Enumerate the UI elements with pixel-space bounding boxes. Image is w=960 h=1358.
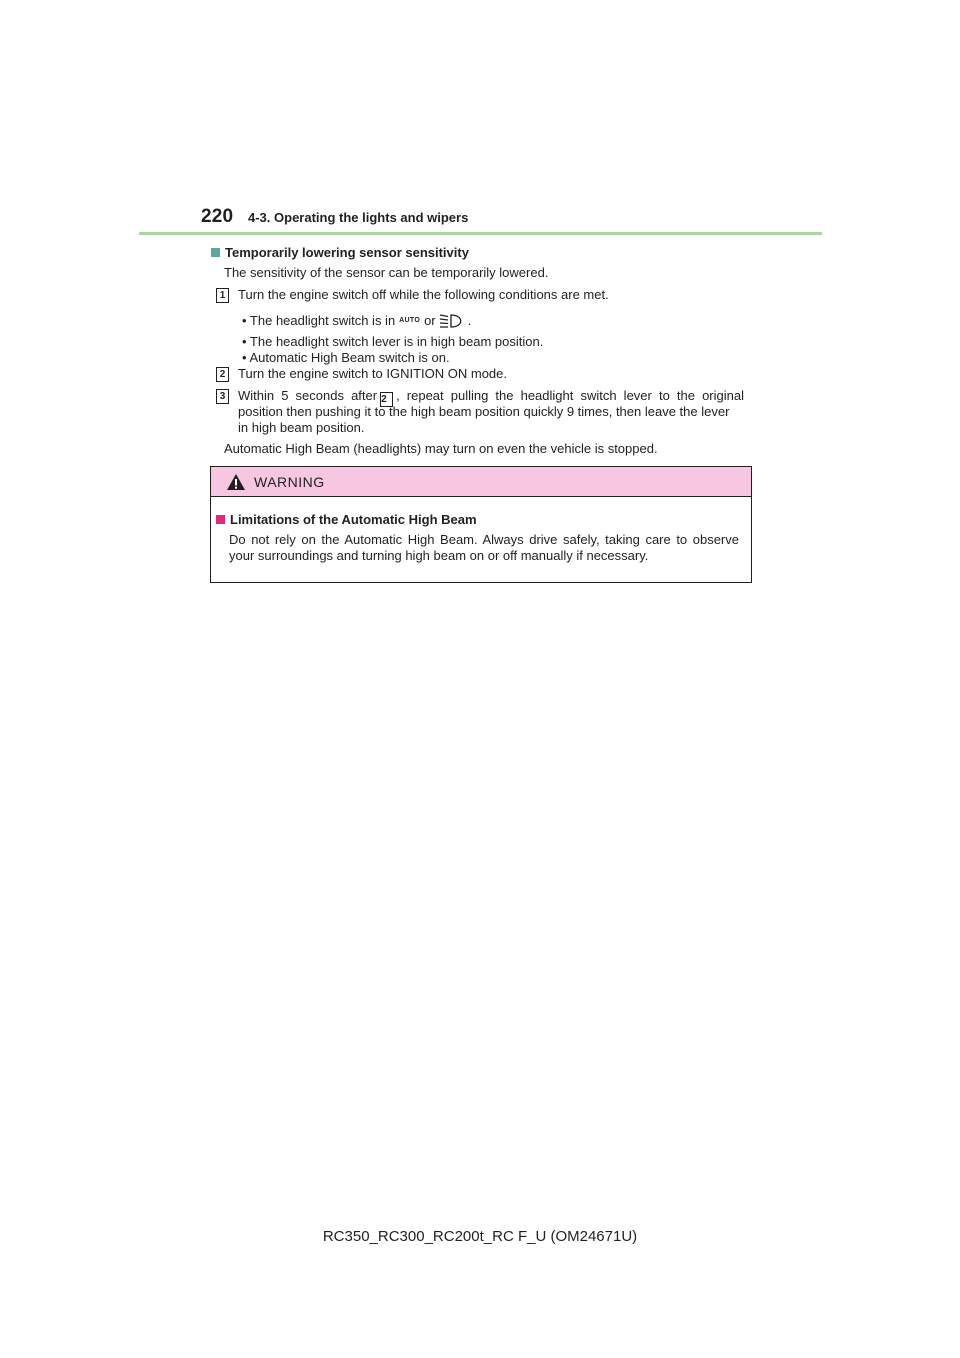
header-rule <box>139 232 822 235</box>
heading-text: Temporarily lowering sensor sensitivity <box>225 245 469 260</box>
warning-title: WARNING <box>254 474 325 490</box>
bullet-1-or: or <box>424 313 436 328</box>
bullet-2: • The headlight switch lever is in high beam position. <box>242 334 544 349</box>
warning-line-1: Do not rely on the Automatic High Beam. Always drive safely, taking care to observe <box>229 532 739 547</box>
step-3-line-1b: , repeat pulling the headlight switch lever to the original <box>396 388 744 403</box>
warning-subheading <box>216 512 477 527</box>
step-1-text: Turn the engine switch off while the following conditions are met. <box>238 287 609 302</box>
warning-line-2: your surroundings and turning high beam on or off manually if necessary. <box>229 548 649 563</box>
intro-text: The sensitivity of the sensor can be temporarily lowered. <box>224 265 549 280</box>
headlight-icon <box>439 313 465 329</box>
step-3-marker: 3 <box>216 389 229 404</box>
page-number: 220 <box>201 206 234 227</box>
footer-model-code: RC350_RC300_RC200t_RC F_U (OM24671U) <box>322 1228 638 1245</box>
step-2-text: Turn the engine switch to IGNITION ON mode. <box>238 366 508 381</box>
step-2-marker: 2 <box>216 367 229 382</box>
auto-icon: AUTO <box>399 317 421 324</box>
bullet-3: • Automatic High Beam switch is on. <box>242 350 450 365</box>
bullet-1-text: • The headlight switch is in <box>242 313 396 328</box>
step-3-line-1a: Within 5 seconds after <box>238 388 378 403</box>
teal-square-icon <box>211 248 220 257</box>
step-2-reference: 2 <box>380 392 393 407</box>
step-3-line-2: position then pushing it to the high beam position quickly 9 times, then leave the lever <box>238 404 730 419</box>
warning-triangle-icon <box>226 473 246 491</box>
warning-header <box>211 467 751 497</box>
bullet-1-period: . <box>467 313 472 328</box>
section-title: 4-3. Operating the lights and wipers <box>248 210 469 225</box>
bullet-1 <box>242 313 471 329</box>
heading-sensor-sensitivity <box>211 245 469 260</box>
outro-text: Automatic High Beam (headlights) may turn on even the vehicle is stopped. <box>224 441 658 456</box>
pink-square-icon <box>216 515 225 524</box>
step-1-marker: 1 <box>216 288 229 303</box>
warning-subheading-text: Limitations of the Automatic High Beam <box>230 512 477 527</box>
warning-box <box>210 466 752 583</box>
step-3-line-3: in high beam position. <box>238 420 365 435</box>
